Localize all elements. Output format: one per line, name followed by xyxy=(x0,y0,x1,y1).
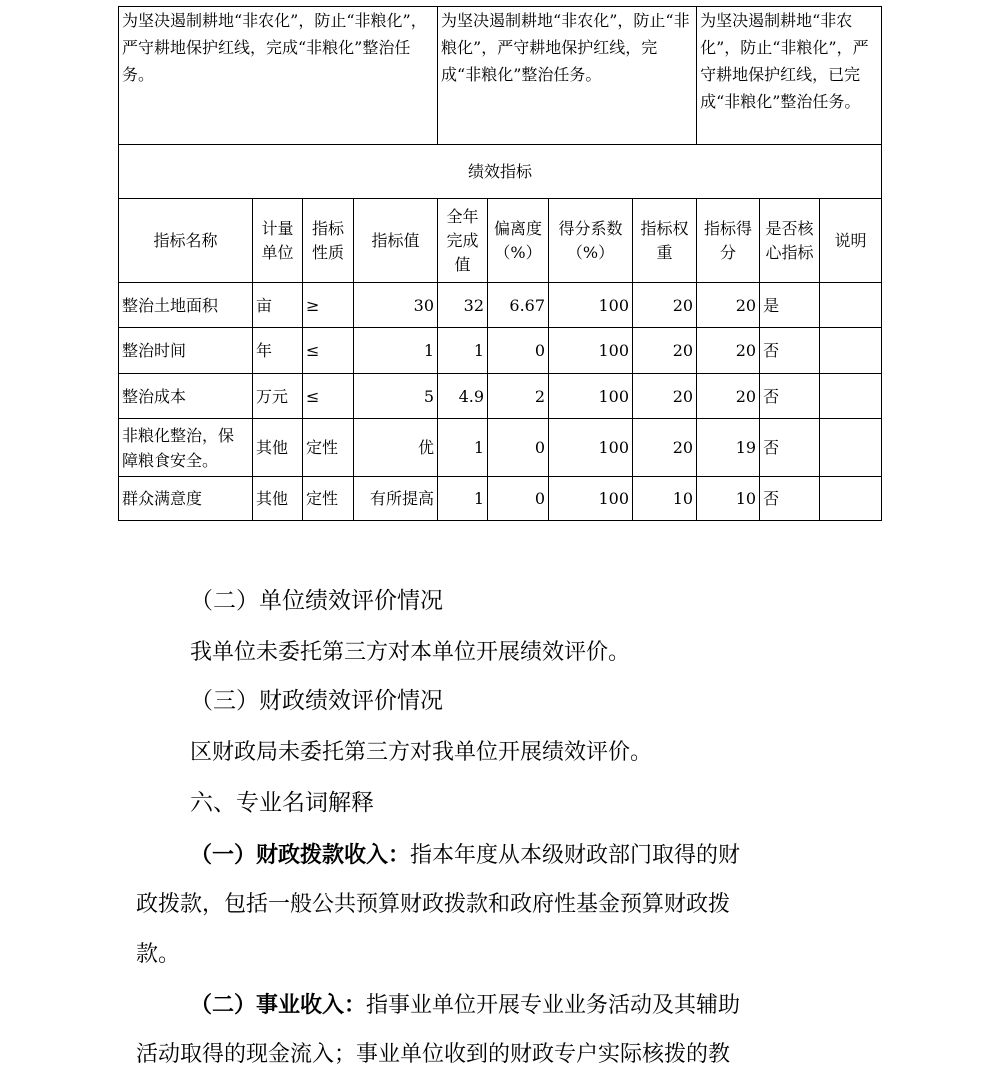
indicator-score: 19 xyxy=(697,419,760,477)
indicator-deviation: 6.67 xyxy=(488,283,549,328)
section-title: 绩效指标 xyxy=(119,145,882,199)
indicator-name: 整治时间 xyxy=(119,328,253,374)
term2-text: 指事业单位开展专业业务活动及其辅助 xyxy=(366,993,741,1018)
indicator-weight: 10 xyxy=(633,477,697,521)
indicator-weight: 20 xyxy=(633,419,697,477)
indicator-deviation: 2 xyxy=(488,374,549,419)
indicator-weight: 20 xyxy=(633,374,697,419)
table-row xyxy=(119,374,882,419)
indicator-target: 5 xyxy=(354,374,438,419)
indicator-name: 整治成本 xyxy=(119,374,253,419)
term2-line1 xyxy=(190,990,740,1021)
indicator-target: 30 xyxy=(354,283,438,328)
header-cell: 说明 xyxy=(820,199,882,283)
header-cell: 偏离度（%） xyxy=(488,199,549,283)
table-row xyxy=(119,328,882,374)
indicator-deviation: 0 xyxy=(488,477,549,521)
indicator-unit: 其他 xyxy=(253,477,303,521)
indicator-target: 优 xyxy=(354,419,438,477)
term1-line1 xyxy=(190,840,740,871)
indicator-note xyxy=(820,328,882,374)
header-cell: 指标值 xyxy=(354,199,438,283)
indicator-target: 有所提高 xyxy=(354,477,438,521)
indicator-coef: 100 xyxy=(549,477,633,521)
header-cell: 是否核心指标 xyxy=(760,199,820,283)
header-cell: 计量单位 xyxy=(253,199,303,283)
indicator-deviation: 0 xyxy=(488,419,549,477)
indicator-core: 否 xyxy=(760,477,820,521)
indicator-unit: 年 xyxy=(253,328,303,374)
indicator-coef: 100 xyxy=(549,419,633,477)
indicator-unit: 亩 xyxy=(253,283,303,328)
indicator-actual: 4.9 xyxy=(438,374,488,419)
header-cell: 指标性质 xyxy=(303,199,354,283)
indicator-actual: 1 xyxy=(438,328,488,374)
indicator-core: 否 xyxy=(760,328,820,374)
annual-goal-cell: 为坚决遏制耕地“非农化”，防止“非粮化”，严守耕地保护红线，完成“非粮化”整治任务。 xyxy=(119,7,438,145)
header-cell: 全年完成值 xyxy=(438,199,488,283)
indicator-note xyxy=(820,283,882,328)
indicator-deviation: 0 xyxy=(488,328,549,374)
term1-label: （一）财政拨款收入： xyxy=(190,842,411,868)
achieved-goal-cell: 为坚决遏制耕地“非农化”，防止“非粮化”，严守耕地保护红线，已完成“非粮化”整治任务。 xyxy=(697,7,882,145)
indicator-note xyxy=(820,477,882,521)
indicator-score: 20 xyxy=(697,374,760,419)
header-cell: 指标权重 xyxy=(633,199,697,283)
indicator-coef: 100 xyxy=(549,374,633,419)
section-title-row xyxy=(119,145,882,199)
indicator-note xyxy=(820,419,882,477)
term1-text: 指本年度从本级财政部门取得的财 xyxy=(410,843,741,868)
finance-eval-text: 区财政局未委托第三方对我单位开展绩效评价。 xyxy=(190,740,653,765)
indicator-weight: 20 xyxy=(633,283,697,328)
unit-eval-text: 我单位未委托第三方对本单位开展绩效评价。 xyxy=(190,640,631,665)
indicator-coef: 100 xyxy=(549,328,633,374)
indicator-unit: 万元 xyxy=(253,374,303,419)
indicator-score: 20 xyxy=(697,283,760,328)
indicator-weight: 20 xyxy=(633,328,697,374)
table-row xyxy=(119,419,882,477)
indicator-nature: ≤ xyxy=(303,374,354,419)
header-row xyxy=(119,199,882,283)
indicator-name: 整治土地面积 xyxy=(119,283,253,328)
term2-label: （二）事业收入： xyxy=(190,992,367,1018)
indicator-coef: 100 xyxy=(549,283,633,328)
terms-title: 六、专业名词解释 xyxy=(190,790,374,816)
header-cell: 指标得分 xyxy=(697,199,760,283)
planned-goal-cell: 为坚决遏制耕地“非农化”，防止“非粮化”，严守耕地保护红线，完成“非粮化”整治任务。 xyxy=(438,7,697,145)
indicator-score: 10 xyxy=(697,477,760,521)
indicator-name: 非粮化整治，保障粮食安全。 xyxy=(119,419,253,477)
goal-row xyxy=(119,7,882,145)
indicator-core: 是 xyxy=(760,283,820,328)
indicator-actual: 1 xyxy=(438,419,488,477)
indicator-unit: 其他 xyxy=(253,419,303,477)
performance-table xyxy=(118,6,882,521)
indicator-nature: ≤ xyxy=(303,328,354,374)
indicator-nature: 定性 xyxy=(303,419,354,477)
indicator-target: 1 xyxy=(354,328,438,374)
indicator-actual: 32 xyxy=(438,283,488,328)
indicator-name: 群众满意度 xyxy=(119,477,253,521)
indicator-core: 否 xyxy=(760,419,820,477)
indicator-score: 20 xyxy=(697,328,760,374)
term1-line3: 款。 xyxy=(136,942,181,967)
indicator-nature: 定性 xyxy=(303,477,354,521)
indicator-note xyxy=(820,374,882,419)
indicator-nature: ≥ xyxy=(303,283,354,328)
indicator-actual: 1 xyxy=(438,477,488,521)
table-row xyxy=(119,283,882,328)
header-cell: 指标名称 xyxy=(119,199,253,283)
unit-eval-title: （二）单位绩效评价情况 xyxy=(190,588,443,614)
term2-line2: 活动取得的现金流入；事业单位收到的财政专户实际核拨的教 xyxy=(136,1042,731,1067)
header-cell: 得分系数（%） xyxy=(549,199,633,283)
term1-line2: 政拨款，包括一般公共预算财政拨款和政府性基金预算财政拨 xyxy=(136,892,731,917)
finance-eval-title: （三）财政绩效评价情况 xyxy=(190,688,443,714)
indicator-core: 否 xyxy=(760,374,820,419)
table-row xyxy=(119,477,882,521)
